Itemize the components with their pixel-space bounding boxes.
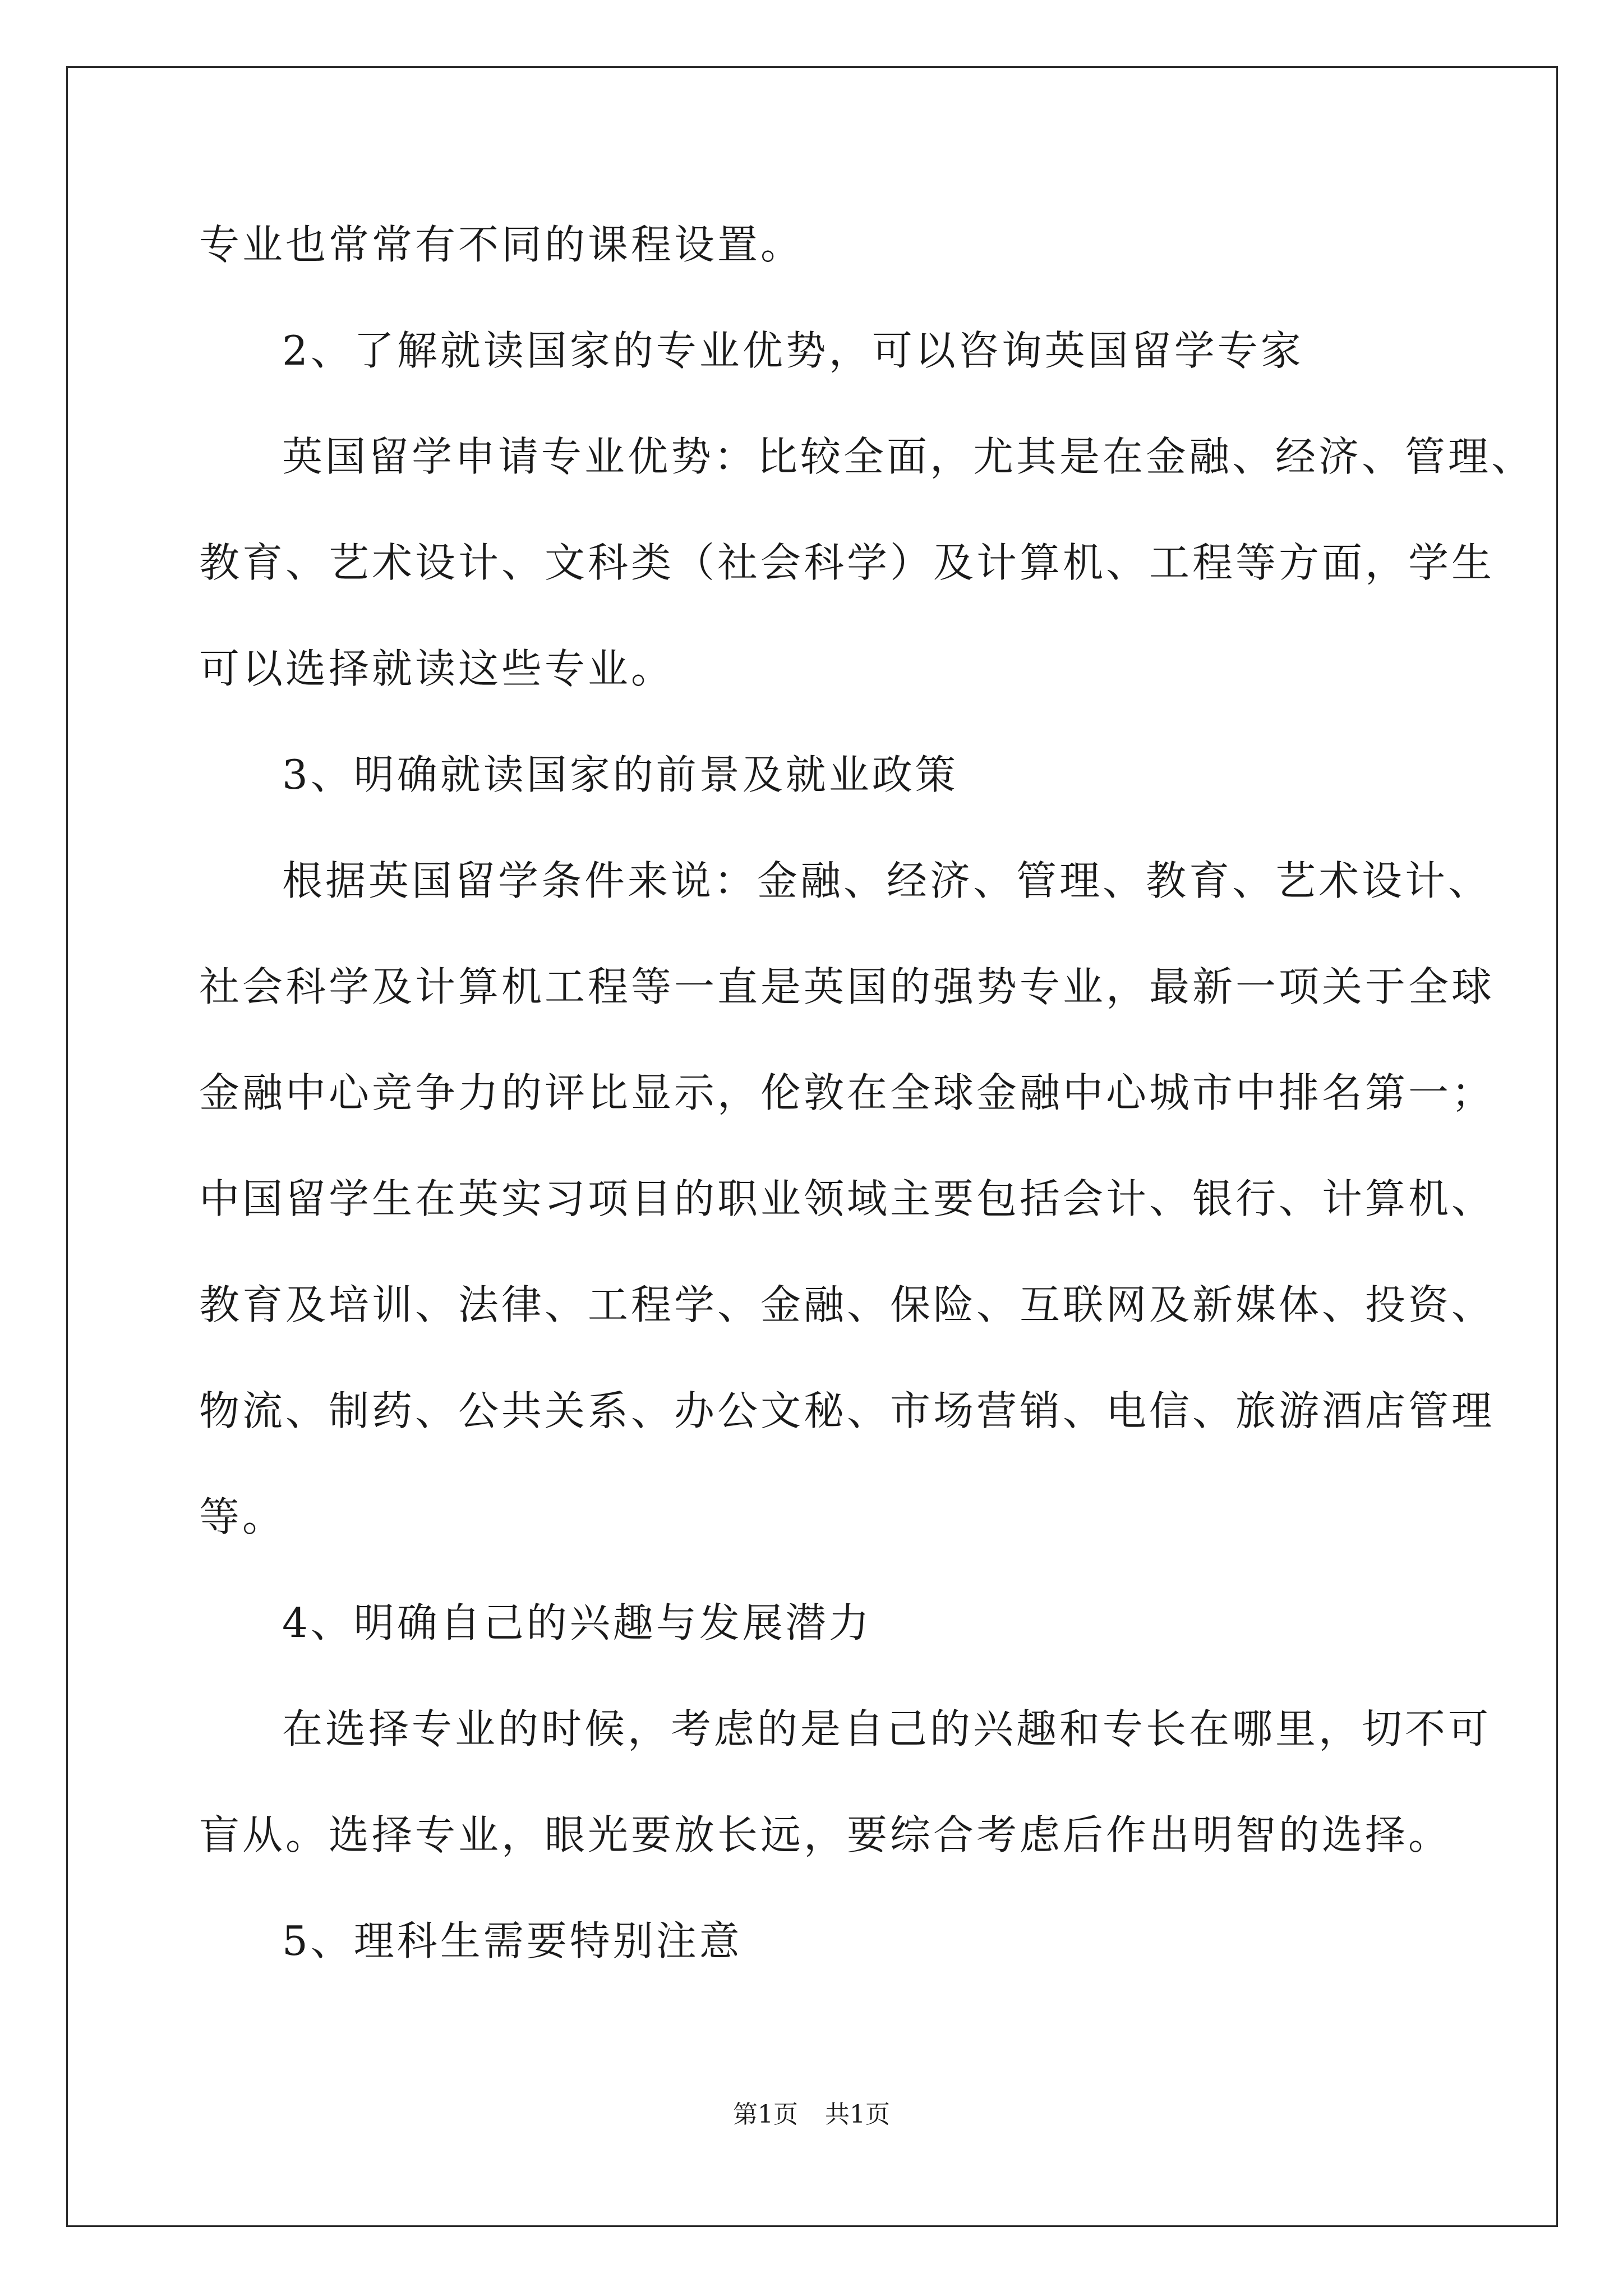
page-number-total: 共1页: [825, 2100, 890, 2129]
text-line: 在选择专业的时候，考虑的是自己的兴趣和专长在哪里，切不可: [282, 1705, 1492, 1752]
page-number-current: 第1页: [733, 2100, 798, 2129]
paragraph: [199, 430, 1535, 696]
page-footer: [0, 2098, 1623, 2132]
paragraph: [199, 1702, 1492, 1862]
text-line: 3、明确就读国家的前景及就业政策: [282, 751, 958, 798]
text-line: 2、了解就读国家的专业优势，可以咨询英国留学专家: [282, 327, 1304, 374]
text-line: 社会科学及计算机工程等一直是英国的强势专业，最新一项关于全球: [199, 963, 1495, 1010]
paragraph: [199, 854, 1495, 1544]
text-line: 4、明确自己的兴趣与发展潜力: [282, 1599, 872, 1646]
text-line: 盲从。选择专业，眼光要放长远，要综合考虑后作出明智的选择。: [199, 1811, 1452, 1858]
text-line: 教育及培训、法律、工程学、金融、保险、互联网及新媒体、投资、: [199, 1281, 1495, 1328]
text-line: 可以选择就读这些专业。: [199, 645, 675, 692]
section-heading: [199, 1596, 1433, 1650]
text-line: 专业也常常有不同的课程设置。: [199, 221, 804, 268]
text-line: 教育、艺术设计、文科类（社会科学）及计算机、工程等方面，学生: [199, 539, 1495, 586]
text-line: 金融中心竞争力的评比显示，伦敦在全球金融中心城市中排名第一；: [199, 1069, 1495, 1116]
text-line: 英国留学申请专业优势：比较全面，尤其是在金融、经济、管理、: [282, 433, 1535, 480]
document-body: [199, 218, 1535, 2020]
text-line: 根据英国留学条件来说：金融、经济、管理、教育、艺术设计、: [282, 857, 1492, 904]
text-line: 物流、制药、公共关系、办公文秘、市场营销、电信、旅游酒店管理: [199, 1387, 1495, 1434]
text-line: 等。: [199, 1493, 286, 1540]
paragraph: [199, 218, 1433, 272]
section-heading: [199, 748, 1433, 802]
section-heading: [199, 1914, 1433, 1968]
text-line: 中国留学生在英实习项目的职业领域主要包括会计、银行、计算机、: [199, 1175, 1495, 1222]
text-line: 5、理科生需要特别注意: [282, 1917, 743, 1964]
section-heading: [199, 324, 1433, 378]
